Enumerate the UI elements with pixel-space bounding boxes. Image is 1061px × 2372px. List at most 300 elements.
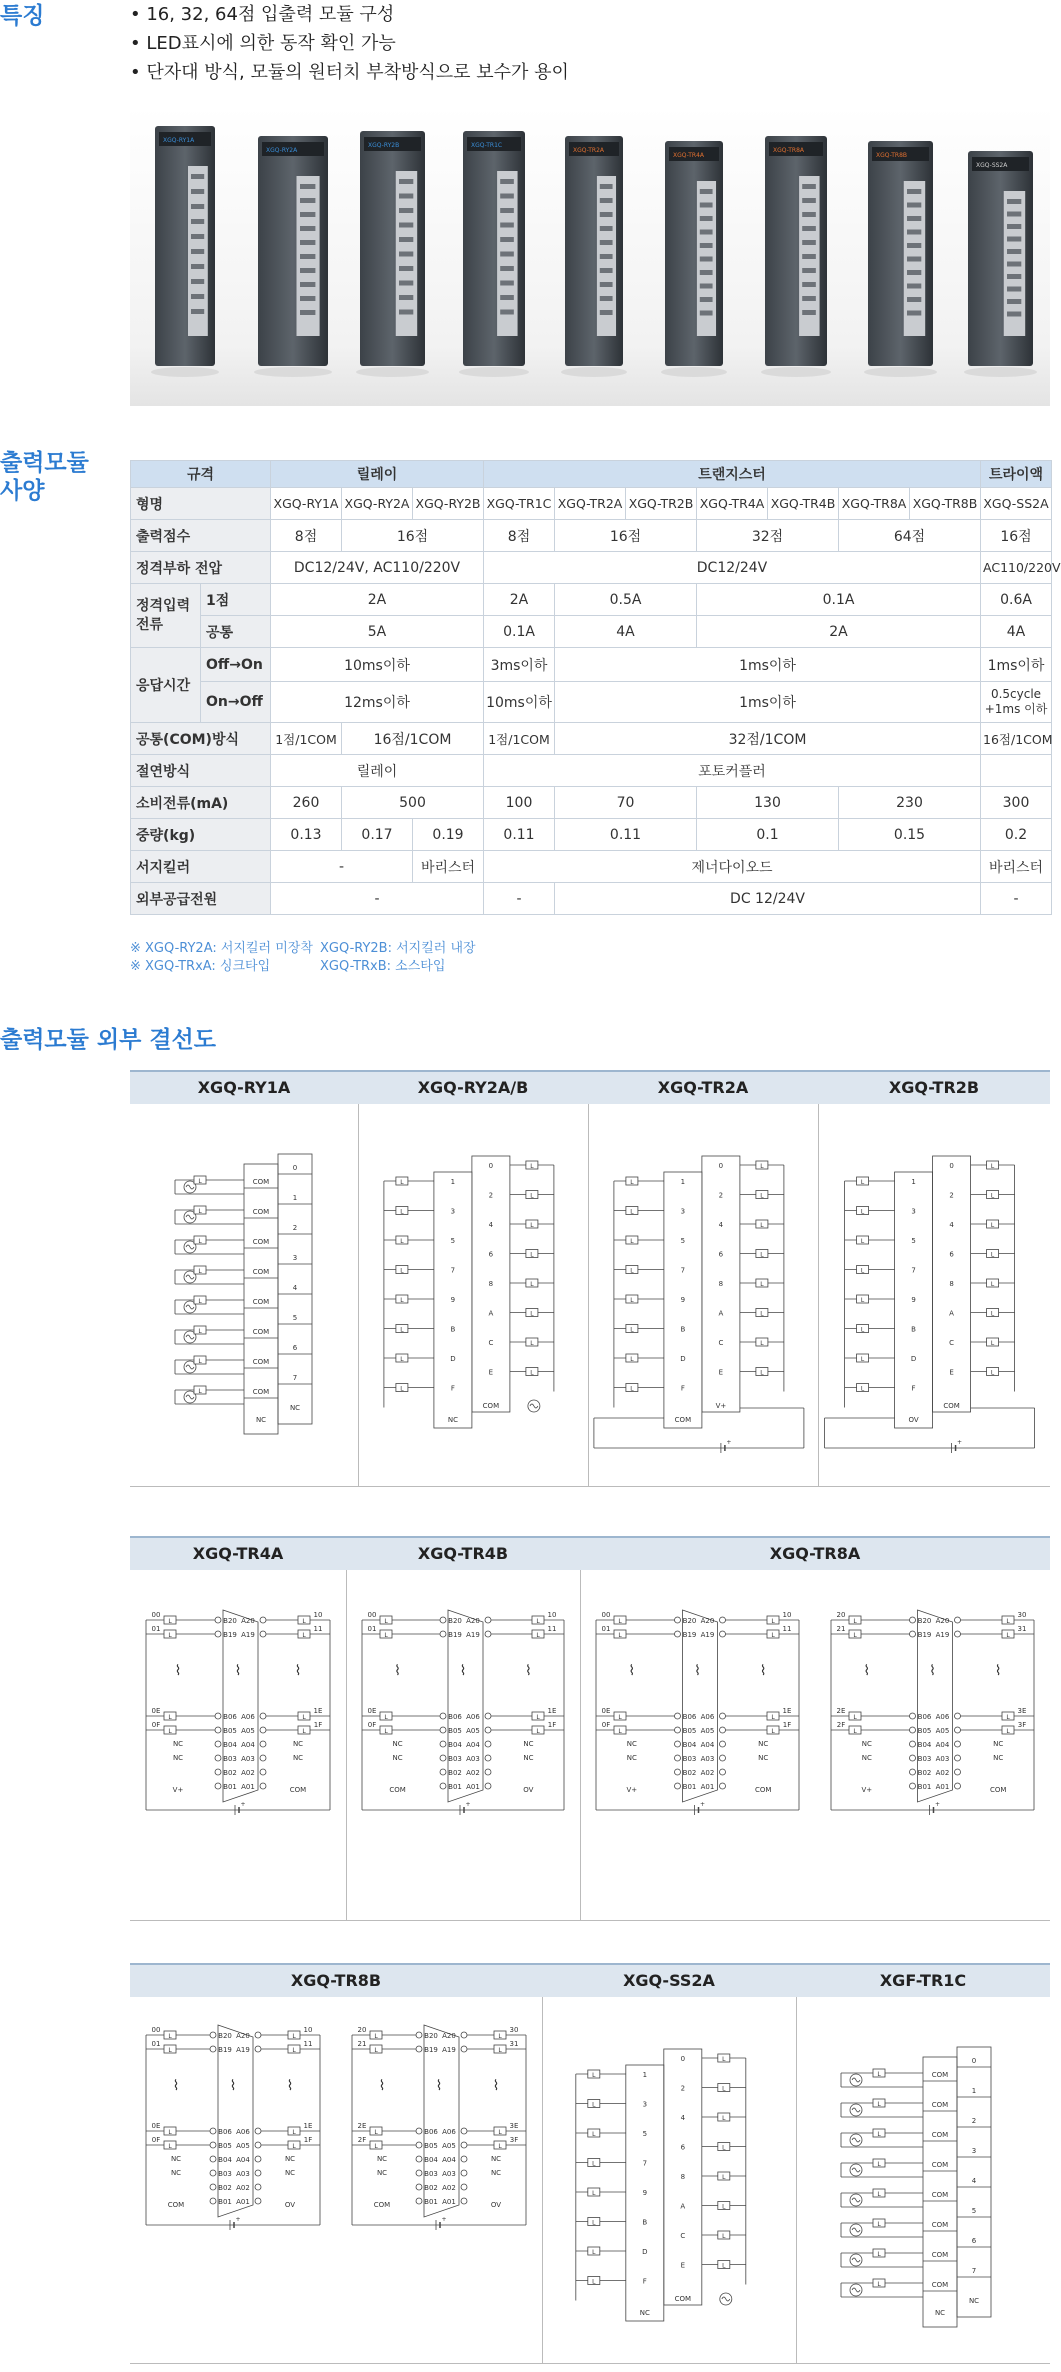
row-model: 형명 XGQ-RY1A XGQ-RY2A XGQ-RY2B XGQ-TR1C XGQ-TR2A XGQ-TR2B XGQ-TR4A XGQ-TR4B XGQ-TR8A XGQ-TR8B XGQ-SS2A xyxy=(131,488,1052,520)
svg-text:L: L xyxy=(760,1222,764,1229)
svg-text:L: L xyxy=(292,2047,296,2054)
svg-text:2: 2 xyxy=(718,1191,724,1200)
svg-text:B03: B03 xyxy=(917,1755,932,1763)
svg-text:A01: A01 xyxy=(236,2198,250,2206)
svg-text:D: D xyxy=(680,1355,686,1363)
svg-text:0F: 0F xyxy=(151,2136,161,2144)
svg-text:A20: A20 xyxy=(236,2032,250,2040)
svg-text:B: B xyxy=(911,1325,916,1334)
svg-text:B05: B05 xyxy=(917,1727,932,1735)
svg-text:B04: B04 xyxy=(448,1741,462,1749)
svg-text:11: 11 xyxy=(782,1625,792,1633)
svg-text:L: L xyxy=(400,1385,404,1393)
svg-text:NC: NC xyxy=(392,1754,403,1762)
svg-text:B06: B06 xyxy=(424,2128,438,2136)
svg-text:V+: V+ xyxy=(861,1786,873,1794)
svg-text:A02: A02 xyxy=(442,2184,456,2192)
svg-text:9: 9 xyxy=(642,2189,648,2197)
svg-text:A04: A04 xyxy=(442,2156,456,2164)
svg-text:11: 11 xyxy=(303,2040,313,2048)
svg-text:6: 6 xyxy=(971,2237,977,2245)
svg-text:⌇: ⌇ xyxy=(994,1663,1002,1679)
svg-text:A06: A06 xyxy=(700,1713,715,1721)
svg-text:+: + xyxy=(957,1439,963,1446)
svg-text:B01: B01 xyxy=(682,1783,697,1791)
svg-text:00: 00 xyxy=(367,1611,377,1619)
svg-text:NC: NC xyxy=(968,2297,980,2305)
svg-text:B20: B20 xyxy=(223,1617,237,1625)
svg-text:A03: A03 xyxy=(241,1755,255,1763)
svg-text:L: L xyxy=(877,2251,881,2258)
svg-text:NC: NC xyxy=(392,1740,403,1748)
svg-text:NC: NC xyxy=(993,1754,1004,1762)
svg-text:COM: COM xyxy=(252,1328,270,1336)
svg-text:L: L xyxy=(530,1251,534,1259)
svg-text:L: L xyxy=(536,1618,540,1625)
svg-text:A02: A02 xyxy=(700,1769,715,1777)
svg-text:L: L xyxy=(198,1328,202,1335)
svg-text:L: L xyxy=(168,1618,172,1625)
svg-text:0: 0 xyxy=(949,1162,954,1170)
svg-text:6: 6 xyxy=(488,1250,494,1259)
svg-text:F: F xyxy=(911,1384,916,1393)
svg-text:L: L xyxy=(877,2221,881,2228)
svg-text:2F: 2F xyxy=(357,2136,367,2144)
svg-text:B01: B01 xyxy=(917,1783,932,1791)
svg-text:5: 5 xyxy=(642,2130,648,2138)
svg-text:L: L xyxy=(292,2033,296,2040)
row-current-common: 공통 5A 0.1A 4A 2A 4A xyxy=(131,616,1052,648)
svg-text:1: 1 xyxy=(292,1194,298,1202)
svg-text:30: 30 xyxy=(509,2026,519,2034)
svg-text:L: L xyxy=(630,1179,634,1186)
svg-text:0E: 0E xyxy=(601,1707,611,1715)
svg-text:B19: B19 xyxy=(424,2046,438,2054)
svg-text:B01: B01 xyxy=(223,1783,237,1791)
svg-text:11: 11 xyxy=(547,1625,557,1633)
svg-text:L: L xyxy=(400,1179,404,1186)
svg-text:0: 0 xyxy=(488,1162,494,1170)
svg-text:COM: COM xyxy=(931,2221,949,2229)
svg-text:A03: A03 xyxy=(466,1755,480,1763)
svg-text:L: L xyxy=(592,2131,596,2138)
svg-text:4: 4 xyxy=(949,1221,954,1229)
svg-text:⌇: ⌇ xyxy=(492,2078,500,2094)
svg-text:L: L xyxy=(592,2249,596,2256)
svg-text:8: 8 xyxy=(680,2173,686,2181)
svg-text:L: L xyxy=(771,1632,775,1639)
spec-title: 출력모듈 사양 xyxy=(0,450,89,504)
svg-text:+: + xyxy=(441,2216,447,2223)
svg-text:L: L xyxy=(1006,1728,1010,1735)
svg-text:C: C xyxy=(488,1339,494,1347)
hdr-relay: 릴레이 xyxy=(271,461,484,488)
svg-text:2: 2 xyxy=(971,2117,977,2125)
svg-text:B02: B02 xyxy=(223,1769,237,1777)
svg-text:L: L xyxy=(760,1251,764,1259)
wiring-diagram xyxy=(130,1997,542,2364)
svg-text:5: 5 xyxy=(292,1314,298,1322)
svg-text:B19: B19 xyxy=(218,2046,232,2054)
panel-divider xyxy=(588,1104,589,1486)
svg-text:5: 5 xyxy=(680,1237,686,1245)
svg-text:B02: B02 xyxy=(448,1769,462,1777)
svg-text:B20: B20 xyxy=(218,2032,232,2040)
svg-text:COM: COM xyxy=(931,2191,949,2199)
svg-text:B01: B01 xyxy=(218,2198,232,2206)
svg-text:L: L xyxy=(760,1163,764,1170)
module-label: XGQ-TR8B xyxy=(876,152,908,159)
svg-text:8: 8 xyxy=(949,1280,954,1288)
svg-text:A01: A01 xyxy=(241,1783,255,1791)
panel-divider xyxy=(818,1104,819,1486)
svg-text:3: 3 xyxy=(292,1254,298,1262)
svg-text:NC: NC xyxy=(284,2169,296,2177)
svg-text:2: 2 xyxy=(680,2084,686,2093)
svg-text:⌇: ⌇ xyxy=(929,1663,936,1679)
svg-text:1E: 1E xyxy=(547,1707,557,1715)
svg-text:L: L xyxy=(630,1356,634,1363)
svg-text:⌇: ⌇ xyxy=(378,2078,386,2094)
svg-text:B05: B05 xyxy=(218,2142,232,2150)
svg-text:A19: A19 xyxy=(442,2046,456,2054)
svg-text:L: L xyxy=(990,1340,995,1347)
svg-text:L: L xyxy=(530,1310,534,1318)
svg-text:⌇: ⌇ xyxy=(294,1663,302,1679)
panel-divider xyxy=(796,1997,797,2363)
svg-text:B06: B06 xyxy=(218,2128,232,2136)
wiring-panel-title: XGQ-TR4B xyxy=(346,1536,580,1570)
svg-text:L: L xyxy=(592,2160,596,2168)
row-points: 출력점수 8점 16점 8점 16점 32점 64점 16점 xyxy=(131,520,1052,552)
io-module-unit xyxy=(665,141,723,366)
svg-text:1E: 1E xyxy=(782,1707,792,1715)
features-title: 특징 xyxy=(0,3,45,29)
svg-text:1F: 1F xyxy=(303,2136,313,2144)
svg-text:OV: OV xyxy=(490,2201,502,2209)
svg-text:NC: NC xyxy=(292,1740,304,1748)
svg-text:L: L xyxy=(198,1388,202,1395)
svg-text:0: 0 xyxy=(680,2055,686,2063)
svg-text:⌇: ⌇ xyxy=(863,1663,871,1679)
svg-text:4: 4 xyxy=(718,1221,724,1229)
svg-text:L: L xyxy=(400,1238,404,1245)
svg-text:L: L xyxy=(1006,1632,1010,1639)
svg-text:B03: B03 xyxy=(218,2170,232,2178)
svg-text:L: L xyxy=(853,1714,857,1721)
svg-text:L: L xyxy=(860,1179,865,1186)
svg-text:0: 0 xyxy=(971,2057,977,2065)
svg-text:L: L xyxy=(990,1281,995,1288)
svg-text:1: 1 xyxy=(911,1178,916,1186)
svg-text:L: L xyxy=(530,1192,534,1200)
wiring-diagram xyxy=(580,1570,1050,1921)
svg-text:B04: B04 xyxy=(682,1741,697,1749)
svg-text:NC: NC xyxy=(626,1754,637,1762)
svg-text:L: L xyxy=(530,1281,534,1288)
svg-text:COM: COM xyxy=(252,1208,270,1216)
svg-text:A: A xyxy=(680,2202,686,2211)
svg-text:NC: NC xyxy=(758,1754,769,1762)
svg-text:9: 9 xyxy=(450,1296,456,1304)
row-common-method: 공통(COM)방식 1점/1COM 16점/1COM 1점/1COM 32점/1COM 16점/1COM xyxy=(131,723,1052,755)
svg-text:L: L xyxy=(592,2219,596,2227)
svg-text:6: 6 xyxy=(949,1250,954,1259)
svg-text:B03: B03 xyxy=(424,2170,438,2178)
svg-text:1: 1 xyxy=(971,2087,977,2095)
svg-text:10: 10 xyxy=(547,1611,557,1619)
svg-text:A19: A19 xyxy=(236,2046,250,2054)
svg-text:2E: 2E xyxy=(357,2122,367,2130)
svg-text:COM: COM xyxy=(482,1402,500,1410)
svg-text:L: L xyxy=(400,1326,404,1334)
svg-text:4: 4 xyxy=(971,2177,977,2185)
svg-text:COM: COM xyxy=(674,2295,692,2303)
svg-text:0F: 0F xyxy=(601,1721,611,1729)
svg-text:A02: A02 xyxy=(935,1769,950,1777)
feature-item: • 단자대 방식, 모듈의 원터치 부착방식으로 보수가 용이 xyxy=(130,62,569,83)
hdr-item: 규격 xyxy=(131,461,271,488)
svg-text:L: L xyxy=(384,1618,388,1625)
svg-text:NC: NC xyxy=(861,1740,872,1748)
svg-text:L: L xyxy=(400,1356,404,1363)
svg-text:B05: B05 xyxy=(682,1727,697,1735)
svg-text:E: E xyxy=(488,1368,494,1377)
svg-text:A03: A03 xyxy=(935,1755,950,1763)
svg-text:1E: 1E xyxy=(313,1707,323,1715)
svg-text:7: 7 xyxy=(450,1266,456,1275)
svg-text:L: L xyxy=(168,1728,172,1735)
row-response-off: On→Off 12ms이하 10ms이하 1ms이하 0.5cycle +1ms 이하 xyxy=(131,682,1052,723)
svg-text:L: L xyxy=(860,1356,865,1363)
svg-text:L: L xyxy=(198,1268,202,1275)
svg-text:COM: COM xyxy=(989,1786,1007,1794)
svg-text:5: 5 xyxy=(450,1237,456,1245)
svg-text:COM: COM xyxy=(252,1178,270,1186)
svg-text:L: L xyxy=(498,2143,502,2150)
svg-text:7: 7 xyxy=(971,2267,977,2275)
row-ext-power: 외부공급전원 - - DC 12/24V - xyxy=(131,883,1052,915)
svg-text:NC: NC xyxy=(523,1740,534,1748)
svg-text:A01: A01 xyxy=(466,1783,480,1791)
svg-text:A06: A06 xyxy=(236,2128,250,2136)
svg-text:L: L xyxy=(400,1208,404,1216)
svg-text:L: L xyxy=(168,2033,172,2040)
panel-divider xyxy=(542,1997,543,2363)
svg-text:L: L xyxy=(374,2143,378,2150)
svg-text:L: L xyxy=(722,2174,726,2181)
svg-text:B20: B20 xyxy=(682,1617,697,1625)
svg-text:B03: B03 xyxy=(448,1755,462,1763)
svg-text:L: L xyxy=(990,1251,995,1259)
svg-text:L: L xyxy=(530,1369,534,1377)
svg-text:V+: V+ xyxy=(715,1402,727,1410)
wiring-diagram xyxy=(358,1104,588,1487)
svg-text:20: 20 xyxy=(357,2026,367,2034)
svg-text:B04: B04 xyxy=(424,2156,438,2164)
svg-text:A05: A05 xyxy=(466,1727,480,1735)
svg-text:B02: B02 xyxy=(218,2184,232,2192)
svg-text:1E: 1E xyxy=(303,2122,313,2130)
svg-text:L: L xyxy=(198,1178,202,1185)
svg-text:B05: B05 xyxy=(223,1727,237,1735)
module-label: XGQ-TR8A xyxy=(773,147,805,154)
svg-text:COM: COM xyxy=(931,2101,949,2109)
svg-text:3: 3 xyxy=(911,1207,916,1216)
svg-text:A04: A04 xyxy=(236,2156,250,2164)
svg-text:A06: A06 xyxy=(935,1713,950,1721)
svg-text:+: + xyxy=(699,1801,706,1808)
svg-text:A02: A02 xyxy=(236,2184,250,2192)
svg-text:NC: NC xyxy=(170,2169,182,2177)
wiring-diagram xyxy=(796,1997,1050,2364)
wiring-diagram xyxy=(542,1997,796,2364)
svg-text:4: 4 xyxy=(680,2114,686,2122)
svg-text:L: L xyxy=(990,1163,995,1170)
svg-text:L: L xyxy=(400,1267,404,1275)
io-module-unit xyxy=(155,126,215,366)
svg-text:L: L xyxy=(877,2101,881,2108)
svg-text:D: D xyxy=(642,2248,648,2256)
svg-text:COM: COM xyxy=(931,2281,949,2289)
svg-text:0E: 0E xyxy=(151,1707,161,1715)
svg-text:⌇: ⌇ xyxy=(229,2078,237,2094)
svg-text:NC: NC xyxy=(639,2309,650,2317)
spec-notes: ※ XGQ-RY2A: 서지킬러 미장착 XGQ-RY2B: 서지킬러 내장 ※ XGQ-TRxA: 싱크타입 XGQ-TRxB: 소스타입 xyxy=(130,941,476,974)
svg-text:L: L xyxy=(498,2047,502,2054)
svg-text:B: B xyxy=(680,1325,686,1334)
svg-text:B06: B06 xyxy=(448,1713,462,1721)
svg-text:⌇: ⌇ xyxy=(759,1663,767,1679)
svg-text:A03: A03 xyxy=(236,2170,250,2178)
svg-text:L: L xyxy=(530,1340,534,1347)
svg-text:B: B xyxy=(642,2218,648,2227)
svg-text:L: L xyxy=(990,1222,995,1229)
svg-text:L: L xyxy=(168,1714,172,1721)
svg-text:A03: A03 xyxy=(442,2170,456,2178)
svg-text:B01: B01 xyxy=(424,2198,438,2206)
svg-text:COM: COM xyxy=(931,2071,949,2079)
module-label: XGQ-TR1C xyxy=(471,142,503,149)
svg-text:F: F xyxy=(642,2277,647,2286)
svg-text:2F: 2F xyxy=(836,1721,846,1729)
row-voltage: 정격부하 전압 DC12/24V, AC110/220V DC12/24V AC110/220V xyxy=(131,552,1052,584)
svg-text:L: L xyxy=(536,1714,540,1721)
svg-text:NC: NC xyxy=(861,1754,872,1762)
svg-text:NC: NC xyxy=(289,1404,301,1412)
wiring-diagram xyxy=(130,1104,358,1487)
svg-text:L: L xyxy=(760,1340,764,1347)
io-module-unit xyxy=(765,136,827,366)
svg-text:NC: NC xyxy=(255,1416,267,1424)
wiring-diagram xyxy=(588,1104,818,1487)
svg-text:A02: A02 xyxy=(466,1769,480,1777)
svg-text:0: 0 xyxy=(718,1162,724,1170)
svg-text:L: L xyxy=(771,1728,775,1735)
svg-text:10: 10 xyxy=(303,2026,313,2034)
svg-text:L: L xyxy=(168,2047,172,2054)
svg-text:NC: NC xyxy=(292,1754,304,1762)
svg-text:L: L xyxy=(990,1369,995,1377)
svg-text:A20: A20 xyxy=(466,1617,480,1625)
svg-text:L: L xyxy=(168,2143,172,2150)
svg-text:L: L xyxy=(853,1728,857,1735)
svg-text:0F: 0F xyxy=(367,1721,377,1729)
svg-text:L: L xyxy=(877,2281,881,2288)
row-surge: 서지킬러 - 바리스터 제너다이오드 바리스터 xyxy=(131,851,1052,883)
svg-text:L: L xyxy=(630,1385,634,1393)
svg-text:B19: B19 xyxy=(917,1631,932,1639)
svg-text:5: 5 xyxy=(971,2207,977,2215)
svg-text:L: L xyxy=(722,2233,726,2240)
svg-text:+: + xyxy=(235,2216,241,2223)
svg-text:00: 00 xyxy=(151,2026,161,2034)
svg-text:L: L xyxy=(302,1714,306,1721)
svg-text:31: 31 xyxy=(1017,1625,1027,1633)
svg-text:L: L xyxy=(722,2085,726,2093)
svg-text:L: L xyxy=(536,1728,540,1735)
svg-text:A05: A05 xyxy=(241,1727,255,1735)
svg-text:L: L xyxy=(760,1310,764,1318)
svg-text:B05: B05 xyxy=(448,1727,462,1735)
svg-text:8: 8 xyxy=(488,1280,494,1288)
svg-text:3F: 3F xyxy=(1017,1721,1027,1729)
wiring-panel-title: XGQ-RY2A/B xyxy=(358,1070,588,1104)
svg-text:A04: A04 xyxy=(700,1741,715,1749)
svg-text:L: L xyxy=(384,1728,388,1735)
svg-text:0E: 0E xyxy=(367,1707,377,1715)
svg-text:L: L xyxy=(722,2203,726,2211)
svg-text:L: L xyxy=(530,1163,534,1170)
svg-text:NC: NC xyxy=(170,2155,182,2163)
svg-text:⌇: ⌇ xyxy=(459,1663,467,1679)
svg-text:3: 3 xyxy=(642,2100,648,2109)
svg-text:⌇: ⌇ xyxy=(172,2078,180,2094)
svg-text:B03: B03 xyxy=(682,1755,697,1763)
hdr-triac: 트라이액 xyxy=(981,461,1052,488)
svg-text:A06: A06 xyxy=(466,1713,480,1721)
svg-text:01: 01 xyxy=(367,1625,377,1633)
svg-text:1F: 1F xyxy=(547,1721,557,1729)
svg-text:1F: 1F xyxy=(782,1721,792,1729)
svg-text:01: 01 xyxy=(601,1625,611,1633)
svg-text:F: F xyxy=(450,1384,455,1393)
panel-divider xyxy=(580,1570,581,1920)
svg-text:L: L xyxy=(592,2190,596,2197)
svg-text:L: L xyxy=(384,1632,388,1639)
svg-text:2: 2 xyxy=(292,1224,298,1232)
svg-text:L: L xyxy=(771,1618,775,1625)
module-label: XGQ-TR2A xyxy=(573,147,605,154)
svg-text:2: 2 xyxy=(949,1191,954,1200)
svg-text:L: L xyxy=(630,1326,634,1334)
svg-text:L: L xyxy=(722,2115,726,2122)
features-list xyxy=(130,0,569,87)
svg-text:21: 21 xyxy=(836,1625,846,1633)
row-current-point: 정격입력 전류 1점 2A 2A 0.5A 0.1A 0.6A xyxy=(131,584,1052,616)
svg-text:L: L xyxy=(860,1238,865,1245)
svg-text:COM: COM xyxy=(289,1786,307,1794)
svg-text:L: L xyxy=(722,2056,726,2063)
wiring-panel-title: XGQ-TR8A xyxy=(580,1536,1050,1570)
svg-text:COM: COM xyxy=(167,2201,185,2209)
svg-text:2E: 2E xyxy=(836,1707,846,1715)
svg-text:L: L xyxy=(618,1632,622,1639)
feature-item: • 16, 32, 64점 입출력 모듈 구성 xyxy=(130,4,395,25)
svg-text:L: L xyxy=(630,1208,634,1216)
svg-text:NC: NC xyxy=(447,1416,458,1424)
svg-text:NC: NC xyxy=(172,1740,184,1748)
